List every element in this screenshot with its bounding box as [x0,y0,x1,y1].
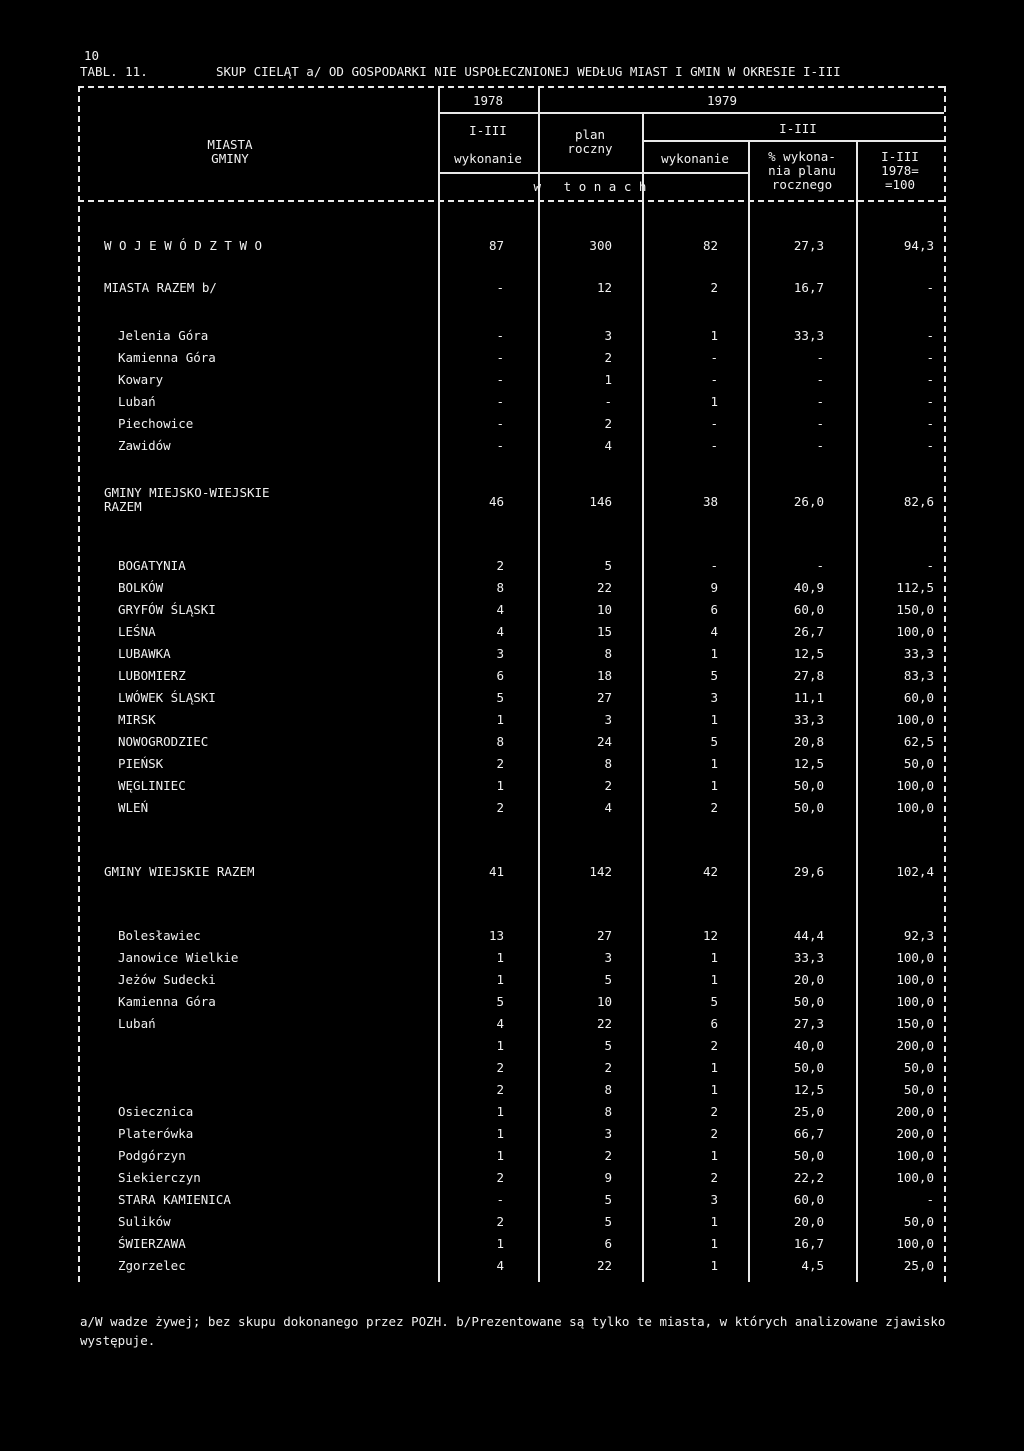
table-row [0,556,944,576]
cell-value: 44,4 [793,928,824,943]
cell-value: - [496,280,504,295]
cell-value: 2 [710,280,718,295]
cell-value: 50,0 [793,994,824,1009]
cell-value: 16,7 [793,1236,824,1251]
row-label: GRYFÓW ŚLĄSKI [118,602,216,617]
cell-value: 1 [710,1258,718,1273]
table-row [0,1102,944,1122]
row-label: MIASTA RAZEM b/ [104,280,217,295]
cell-value: - [710,350,718,365]
cell-value: 22 [596,1258,612,1273]
cell-value: 1 [710,328,718,343]
cell-value: 20,0 [793,972,824,987]
cell-value: 1 [496,712,504,727]
table-row [0,710,944,730]
table-row [0,370,944,390]
table-row [0,862,944,882]
cell-value: 50,0 [793,1148,824,1163]
cell-value: 146 [589,494,612,509]
cell-value: - [496,372,504,387]
cell-value: 66,7 [793,1126,824,1141]
header-bottom-dashed-rule [78,200,944,202]
row-label: Kowary [118,372,164,387]
cell-value: - [496,350,504,365]
cell-value: 24 [596,734,612,749]
header-1979: 1979 [706,93,738,108]
cell-value: 1 [496,1126,504,1141]
row-label: Janowice Wielkie [118,950,239,965]
cell-value: 26,0 [793,494,824,509]
header-1978: 1978 [472,93,504,108]
cell-value: 50,0 [903,1082,934,1097]
cell-value: 1 [710,712,718,727]
cell-value: 100,0 [896,994,934,1009]
row-label: Kamienna Góra [118,994,216,1009]
cell-value: 100,0 [896,950,934,965]
cell-value: - [926,280,934,295]
cell-value: 50,0 [793,1060,824,1075]
header-pct-plan: % wykona- nia planu rocznego [768,149,836,192]
cell-value: 1 [496,950,504,965]
table-row [0,1124,944,1144]
cell-value: 8 [604,1082,612,1097]
cell-value: 100,0 [896,624,934,639]
cell-value: 100,0 [896,778,934,793]
cell-value: 50,0 [903,1060,934,1075]
table-row [0,348,944,368]
table-row [0,754,944,774]
cell-value: 15 [596,624,612,639]
cell-value: 22,2 [793,1170,824,1185]
table-row [0,688,944,708]
table-row [0,1212,944,1232]
cell-value: 25,0 [793,1104,824,1119]
header-wykonanie-1978: wykonanie [454,151,522,166]
cell-value: 8 [496,734,504,749]
cell-value: 1 [710,1082,718,1097]
cell-value: 50,0 [903,1214,934,1229]
cell-value: 22 [596,1016,612,1031]
row-label: BOLKÓW [118,580,164,595]
cell-value: 25,0 [903,1258,934,1273]
cell-value: - [496,438,504,453]
cell-value: 33,3 [793,328,824,343]
row-label: Sulików [118,1214,171,1229]
cell-value: 33,3 [793,712,824,727]
row-label: BOGATYNIA [118,558,186,573]
row-label: LUBOMIERZ [118,668,186,683]
table-row [0,1190,944,1210]
cell-value: 20,0 [793,1214,824,1229]
cell-value: 1 [710,1148,718,1163]
row-label: Zawidów [118,438,171,453]
cell-value: 27,8 [793,668,824,683]
cell-value: 9 [710,580,718,595]
cell-value: - [926,328,934,343]
cell-value: - [496,416,504,431]
cell-value: 112,5 [896,580,934,595]
cell-value: - [926,416,934,431]
cell-value: - [816,394,824,409]
table-row [0,1256,944,1276]
table-row [0,278,944,298]
row-label: Jeżów Sudecki [118,972,216,987]
right-border [944,86,946,1282]
header-plan-roczny: plan roczny [567,127,613,156]
table-row [0,436,944,456]
cell-value: 13 [488,928,504,943]
cell-value: 10 [596,602,612,617]
row-label: PIEŃSK [118,756,164,771]
row-label: Bolesławiec [118,928,201,943]
cell-value: - [604,394,612,409]
cell-value: 4,5 [801,1258,824,1273]
row-label: Siekierczyn [118,1170,201,1185]
cell-value: 1 [710,1214,718,1229]
cell-value: - [926,372,934,387]
cell-value: 12 [596,280,612,295]
row-label: GMINY MIEJSKO-WIEJSKIE RAZEM [104,485,270,514]
row-label: LUBAWKA [118,646,171,661]
cell-value: - [710,416,718,431]
cell-value: 42 [702,864,718,879]
table-row [0,326,944,346]
cell-value: 27,3 [793,238,824,253]
cell-value: - [496,1192,504,1207]
cell-value: 3 [710,1192,718,1207]
table-row [0,236,944,256]
cell-value: 8 [496,580,504,595]
subheader-rule [642,140,944,142]
cell-value: 87 [488,238,504,253]
header-i-iii-1978: I-III [469,123,507,138]
header-i-iii-1979: I-III [779,121,817,136]
cell-value: 100,0 [896,712,934,727]
cell-value: 8 [604,756,612,771]
row-label: LWÓWEK ŚLĄSKI [118,690,216,705]
cell-value: 4 [496,624,504,639]
row-label: GMINY WIEJSKIE RAZEM [104,864,255,879]
cell-value: 5 [496,994,504,1009]
table-row [0,970,944,990]
cell-value: 4 [496,1258,504,1273]
cell-value: 4 [604,800,612,815]
row-label: Lubań [118,1016,156,1031]
cell-value: 2 [710,1038,718,1053]
cell-value: 41 [488,864,504,879]
cell-value: 26,7 [793,624,824,639]
cell-value: - [710,372,718,387]
cell-value: - [816,558,824,573]
cell-value: 27,3 [793,1016,824,1031]
top-dashed-rule [78,86,944,88]
cell-value: 2 [710,1104,718,1119]
cell-value: 62,5 [903,734,934,749]
cell-value: 2 [496,1214,504,1229]
row-label: WLEŃ [118,800,149,815]
table-row [0,414,944,434]
footnote: a/W wadze żywej; bez skupu dokonanego przez POZH. b/Prezentowane są tylko te miasta, w których analizowane zjawisko występuje. [80,1314,946,1348]
row-label: WĘGLINIEC [118,778,186,793]
row-label: Zgorzelec [118,1258,186,1273]
cell-value: 1 [496,1148,504,1163]
cell-value: 3 [604,328,612,343]
cell-value: 6 [604,1236,612,1251]
cell-value: 5 [496,690,504,705]
cell-value: 4 [604,438,612,453]
cell-value: 2 [604,1060,612,1075]
cell-value: 5 [604,1038,612,1053]
header-index-1978: I-III 1978= =100 [881,149,919,192]
cell-value: 11,1 [793,690,824,705]
cell-value: 40,0 [793,1038,824,1053]
row-label: Kamienna Góra [118,350,216,365]
cell-value: 200,0 [896,1038,934,1053]
cell-value: 1 [710,1236,718,1251]
table-row [0,992,944,1012]
cell-value: 83,3 [903,668,934,683]
cell-value: - [496,394,504,409]
cell-value: 1 [496,972,504,987]
table-row [0,600,944,620]
table-row [0,732,944,752]
cell-value: 60,0 [793,602,824,617]
cell-value: 1 [604,372,612,387]
table-row [0,1014,944,1034]
cell-value: 27 [596,928,612,943]
row-label: Podgórzyn [118,1148,186,1163]
table-row [0,622,944,642]
cell-value: 29,6 [793,864,824,879]
cell-value: 2 [604,778,612,793]
cell-value: 10 [596,994,612,1009]
table-row [0,1058,944,1078]
cell-value: 1 [496,1236,504,1251]
cell-value: 2 [496,558,504,573]
cell-value: 100,0 [896,800,934,815]
cell-value: 60,0 [903,690,934,705]
cell-value: 3 [604,1126,612,1141]
table-row [0,644,944,664]
table-row [0,1146,944,1166]
row-label: NOWOGRODZIEC [118,734,209,749]
table-row [0,776,944,796]
cell-value: 2 [604,1148,612,1163]
cell-value: 150,0 [896,602,934,617]
cell-value: 12,5 [793,646,824,661]
cell-value: 2 [496,1170,504,1185]
cell-value: 22 [596,580,612,595]
cell-value: 1 [496,1104,504,1119]
cell-value: 2 [710,1170,718,1185]
cell-value: 300 [589,238,612,253]
row-label: STARA KAMIENICA [118,1192,231,1207]
cell-value: - [926,350,934,365]
cell-value: 3 [496,646,504,661]
cell-value: 38 [702,494,718,509]
cell-value: 100,0 [896,1170,934,1185]
table-label: TABL. 11. [80,64,148,79]
cell-value: - [710,558,718,573]
row-label: ŚWIERZAWA [118,1236,186,1251]
cell-value: 3 [710,690,718,705]
cell-value: 2 [496,756,504,771]
row-label: Platerówka [118,1126,194,1141]
cell-value: 92,3 [903,928,934,943]
cell-value: 27 [596,690,612,705]
cell-value: 33,3 [793,950,824,965]
table-row [0,798,944,818]
cell-value: - [816,438,824,453]
table-row [0,1036,944,1056]
cell-value: 200,0 [896,1126,934,1141]
table-row [0,666,944,686]
cell-value: 5 [604,1192,612,1207]
cell-value: 94,3 [903,238,934,253]
cell-value: 6 [496,668,504,683]
cell-value: 142 [589,864,612,879]
cell-value: 60,0 [793,1192,824,1207]
row-label: MIRSK [118,712,156,727]
cell-value: 5 [604,972,612,987]
cell-value: 82 [702,238,718,253]
cell-value: 1 [496,1038,504,1053]
cell-value: 102,4 [896,864,934,879]
cell-value: 4 [710,624,718,639]
cell-value: 16,7 [793,280,824,295]
table-row [0,392,944,412]
cell-value: - [926,558,934,573]
cell-value: - [816,372,824,387]
page-number: 10 [84,48,100,63]
cell-value: 2 [604,350,612,365]
cell-value: - [926,394,934,409]
cell-value: 2 [496,1060,504,1075]
table-row [0,1168,944,1188]
table-row [0,1080,944,1100]
cell-value: 1 [710,972,718,987]
cell-value: - [816,350,824,365]
cell-value: 4 [496,1016,504,1031]
cell-value: 8 [604,1104,612,1119]
year-header-rule [438,112,944,114]
row-label: Piechowice [118,416,194,431]
cell-value: 12,5 [793,1082,824,1097]
cell-value: 8 [604,646,612,661]
cell-value: 2 [604,416,612,431]
cell-value: 5 [710,994,718,1009]
cell-value: 1 [710,950,718,965]
table-row [0,926,944,946]
cell-value: 2 [496,800,504,815]
cell-value: - [816,416,824,431]
cell-value: 1 [710,646,718,661]
cell-value: 100,0 [896,972,934,987]
cell-value: 3 [604,712,612,727]
cell-value: 6 [710,602,718,617]
cell-value: 12,5 [793,756,824,771]
cell-value: 2 [710,800,718,815]
cell-value: 4 [496,602,504,617]
cell-value: 100,0 [896,1148,934,1163]
cell-value: 1 [710,394,718,409]
row-label: Lubań [118,394,156,409]
table-row [0,578,944,598]
cell-value: 2 [496,1082,504,1097]
row-label: W O J E W Ó D Z T W O [104,238,263,253]
cell-value: 1 [710,756,718,771]
table-row [0,948,944,968]
cell-value: 2 [710,1126,718,1141]
header-wykonanie-1979: wykonanie [661,151,729,166]
cell-value: 33,3 [903,646,934,661]
table-title: SKUP CIELĄT a/ OD GOSPODARKI NIE USPOŁECZNIONEJ WEDŁUG MIAST I GMIN W OKRESIE I-III [216,64,841,79]
row-label: Osiecznica [118,1104,194,1119]
cell-value: 50,0 [903,756,934,771]
cell-value: 9 [604,1170,612,1185]
cell-value: - [926,1192,934,1207]
cell-value: 1 [710,1060,718,1075]
wykonanie-rule [438,172,748,174]
cell-value: 18 [596,668,612,683]
cell-value: 82,6 [903,494,934,509]
cell-value: 40,9 [793,580,824,595]
cell-value: 5 [710,734,718,749]
cell-value: 12 [702,928,718,943]
cell-value: 150,0 [896,1016,934,1031]
cell-value: 3 [604,950,612,965]
cell-value: - [496,328,504,343]
cell-value: 46 [488,494,504,509]
cell-value: 5 [604,558,612,573]
cell-value: - [710,438,718,453]
cell-value: - [926,438,934,453]
row-label: LEŚNA [118,624,156,639]
cell-value: 6 [710,1016,718,1031]
cell-value: 100,0 [896,1236,934,1251]
table-row [0,1234,944,1254]
cell-value: 5 [604,1214,612,1229]
cell-value: 1 [710,778,718,793]
cell-value: 20,8 [793,734,824,749]
cell-value: 50,0 [793,778,824,793]
header-unit: w t o n a c h [533,179,647,194]
cell-value: 200,0 [896,1104,934,1119]
header-miasta-gminy: MIASTA GMINY [207,137,253,166]
cell-value: 50,0 [793,800,824,815]
table-row [0,485,944,514]
row-label: Jelenia Góra [118,328,209,343]
cell-value: 5 [710,668,718,683]
cell-value: 1 [496,778,504,793]
